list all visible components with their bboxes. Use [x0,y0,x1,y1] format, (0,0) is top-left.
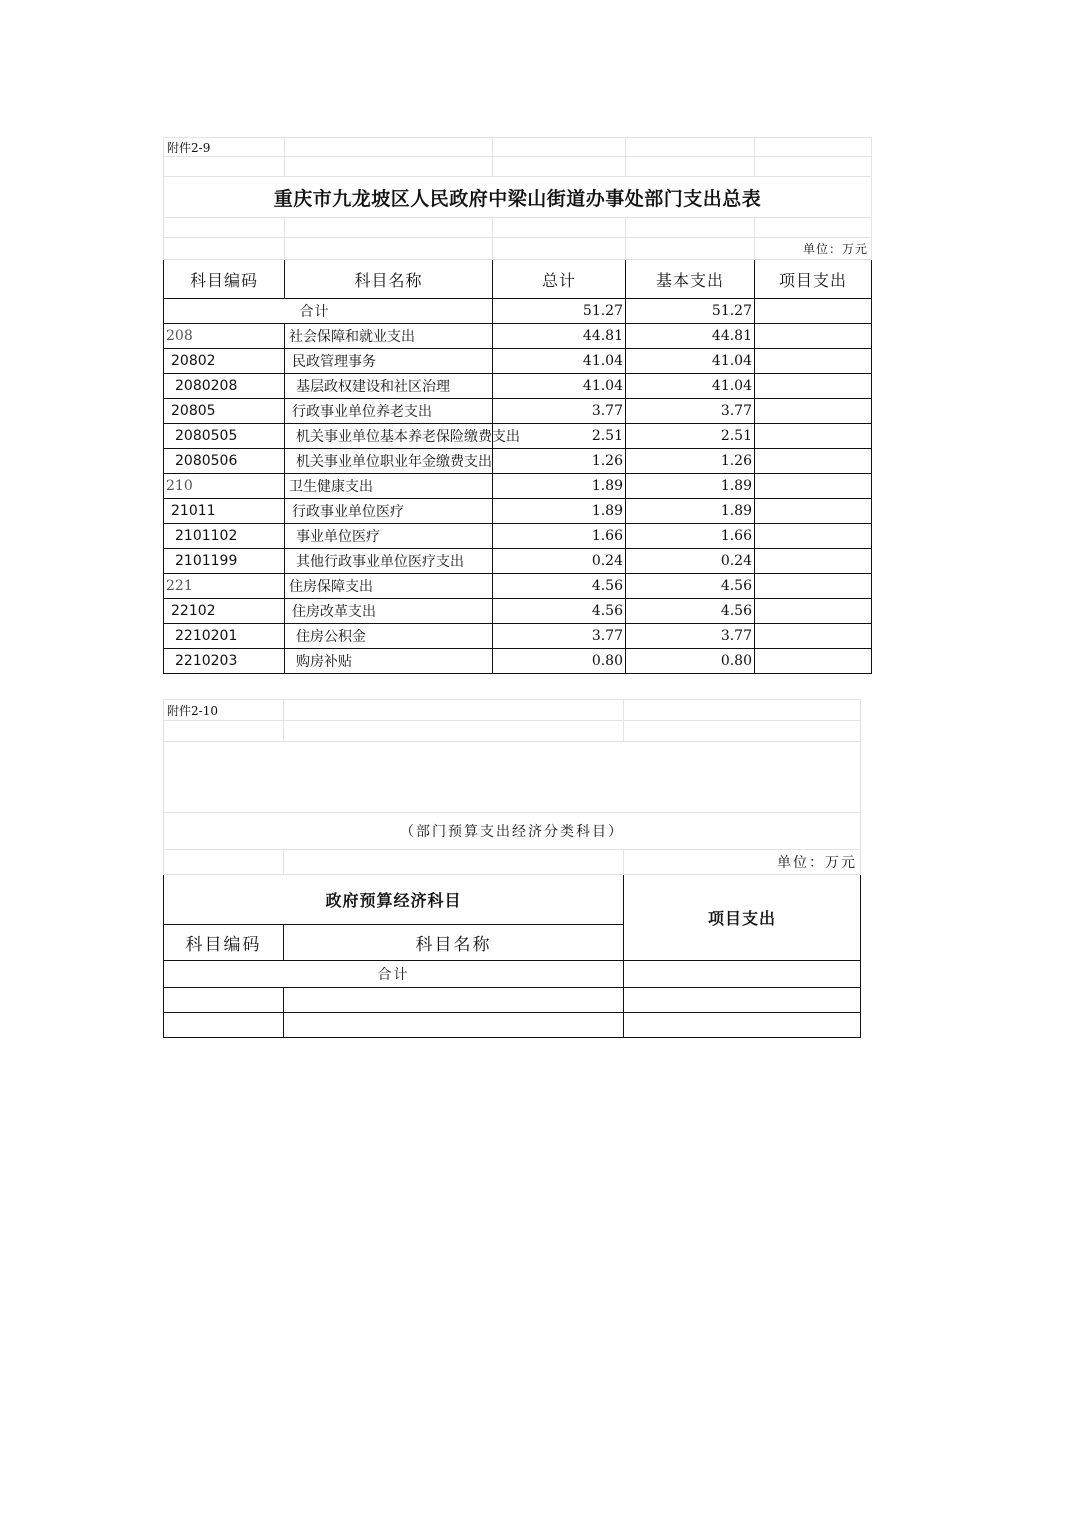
row-total: 2.51 [493,424,626,449]
row-basic: 1.89 [626,499,755,524]
table-row [164,624,872,649]
row-basic: 2.51 [626,424,755,449]
header-row [164,875,861,925]
total-label: 合计 [164,961,624,988]
row-code: 2101199 [164,549,285,574]
row-name: 卫生健康支出 [285,474,493,499]
header-code: 科目编码 [164,260,285,299]
row-total: 4.56 [493,574,626,599]
row-project [755,499,872,524]
row-name: 机关事业单位基本养老保险缴费支出 [285,424,493,449]
attachment-label: 附件2-9 [164,138,285,157]
row-name: 行政事业单位养老支出 [285,399,493,424]
row-code: 210 [164,474,285,499]
row-total: 3.77 [493,624,626,649]
row-name: 机关事业单位职业年金缴费支出 [285,449,493,474]
row-project [755,624,872,649]
table-row [164,324,872,349]
total-value: 51.27 [493,299,626,324]
row-project [755,649,872,674]
header-project: 项目支出 [624,875,861,961]
project-value [755,299,872,324]
row-code: 20805 [164,399,285,424]
table-row [164,349,872,374]
row-total: 1.26 [493,449,626,474]
row-project [755,349,872,374]
row-code: 2210203 [164,649,285,674]
header-basic: 基本支出 [626,260,755,299]
total-label: 合计 [164,299,493,324]
table-row [164,599,872,624]
table-row [164,374,872,399]
row-project [755,574,872,599]
row-code: 21011 [164,499,285,524]
row-basic: 1.26 [626,449,755,474]
row-total: 4.56 [493,599,626,624]
table-row [164,424,872,449]
row-total: 0.80 [493,649,626,674]
row-total: 1.89 [493,499,626,524]
unit-label: 单位：万元 [624,850,861,875]
row-name: 住房保障支出 [285,574,493,599]
row-code: 22102 [164,599,285,624]
table-subtitle: （部门预算支出经济分类科目） [164,813,861,850]
table-title: 重庆市九龙坡区人民政府中梁山街道办事处部门支出总表 [164,177,872,218]
row-project [755,424,872,449]
header-total: 总计 [493,260,626,299]
row-total: 44.81 [493,324,626,349]
row-name: 其他行政事业单位医疗支出 [285,549,493,574]
unit-label: 单位：万元 [755,238,872,260]
row-basic: 4.56 [626,599,755,624]
total-row [164,299,872,324]
table-row [164,988,861,1013]
row-total: 41.04 [493,349,626,374]
header-row [164,260,872,299]
row-project [755,324,872,349]
row-code: 2101102 [164,524,285,549]
row-code: 221 [164,574,285,599]
row-total: 3.77 [493,399,626,424]
table-row [164,399,872,424]
row-basic: 44.81 [626,324,755,349]
project-value [624,961,861,988]
header-code: 科目编码 [164,925,284,961]
expenditure-summary-table [163,137,872,674]
row-project [755,474,872,499]
header-project: 项目支出 [755,260,872,299]
table-row [164,549,872,574]
row-basic: 0.80 [626,649,755,674]
row-project [755,549,872,574]
table-row [164,499,872,524]
row-basic: 1.89 [626,474,755,499]
header-group: 政府预算经济科目 [164,875,624,925]
attachment-label: 附件2-10 [164,700,284,721]
row-name: 事业单位医疗 [285,524,493,549]
table-row [164,649,872,674]
row-code: 208 [164,324,285,349]
row-total: 0.24 [493,549,626,574]
row-name: 行政事业单位医疗 [285,499,493,524]
row-project [755,399,872,424]
row-basic: 41.04 [626,349,755,374]
row-total: 1.66 [493,524,626,549]
economic-classification-table [163,699,861,1038]
table-row [164,1013,861,1038]
row-total: 41.04 [493,374,626,399]
row-basic: 3.77 [626,399,755,424]
header-name: 科目名称 [284,925,624,961]
row-code: 2080208 [164,374,285,399]
row-basic: 4.56 [626,574,755,599]
row-basic: 0.24 [626,549,755,574]
basic-value: 51.27 [626,299,755,324]
attachment-row [164,138,872,157]
row-code: 2080505 [164,424,285,449]
row-project [755,524,872,549]
row-name: 购房补贴 [285,649,493,674]
row-basic: 1.66 [626,524,755,549]
row-total: 1.89 [493,474,626,499]
row-code: 2210201 [164,624,285,649]
row-project [755,599,872,624]
row-name: 社会保障和就业支出 [285,324,493,349]
table-row [164,474,872,499]
table-row [164,449,872,474]
table-row [164,574,872,599]
row-project [755,374,872,399]
header-name: 科目名称 [285,260,493,299]
table-row [164,524,872,549]
row-basic: 3.77 [626,624,755,649]
row-project [755,449,872,474]
row-name: 住房改革支出 [285,599,493,624]
total-row [164,961,861,988]
row-code: 20802 [164,349,285,374]
row-code: 2080506 [164,449,285,474]
row-name: 住房公积金 [285,624,493,649]
row-name: 基层政权建设和社区治理 [285,374,493,399]
row-name: 民政管理事务 [285,349,493,374]
row-basic: 41.04 [626,374,755,399]
